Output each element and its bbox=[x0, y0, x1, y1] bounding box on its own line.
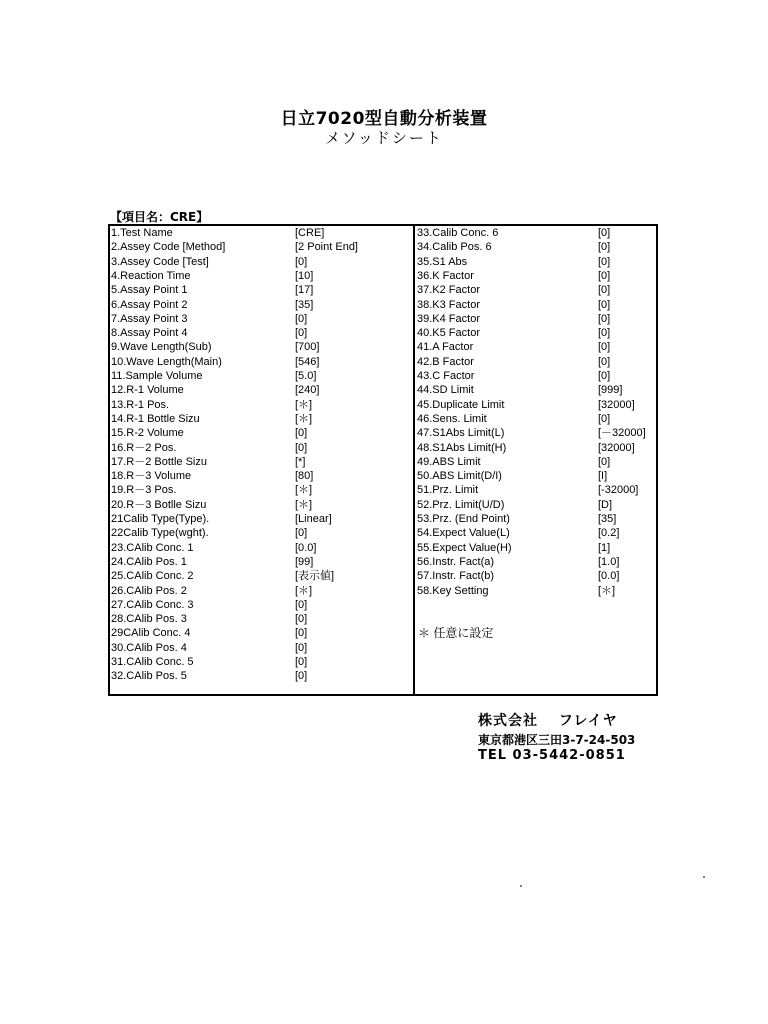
row-label: 7.Assay Point 3 bbox=[111, 312, 188, 325]
row-label: 8.Assay Point 4 bbox=[111, 327, 188, 340]
row-value: [0] bbox=[295, 670, 308, 683]
row-label: 13.R-1 Pos. bbox=[111, 398, 170, 411]
row-label: 27.CAlib Conc. 3 bbox=[111, 598, 194, 611]
row-label: 5.Assay Point 1 bbox=[111, 284, 188, 297]
row-value: [0] bbox=[295, 441, 308, 454]
company-name: 株式会社 フレイヤ bbox=[478, 713, 618, 729]
row-label: 20.R－3 Botlle Sizu bbox=[111, 498, 207, 511]
item-name-heading: 【項目名：CRE】 bbox=[110, 210, 209, 224]
row-value: [0] bbox=[598, 355, 611, 368]
row-value: [0] bbox=[598, 312, 611, 325]
row-value: [表示値] bbox=[295, 570, 335, 583]
row-label: 1.Test Name bbox=[111, 227, 173, 239]
row-value: [0] bbox=[598, 370, 611, 382]
row-label: 9.Wave Length(Sub) bbox=[111, 341, 212, 354]
row-value: [0] bbox=[295, 613, 308, 626]
row-label: 44.SD Limit bbox=[417, 384, 474, 397]
row-label: 51.Prz. Limit bbox=[417, 484, 479, 497]
row-label: 4.Reaction Time bbox=[111, 269, 191, 282]
row-value: [0] bbox=[598, 412, 611, 425]
row-label: 34.Calib Pos. 6 bbox=[417, 241, 492, 254]
row-label: 39.K4 Factor bbox=[417, 312, 480, 325]
row-value: [700] bbox=[295, 341, 320, 354]
row-label: 30.CAlib Pos. 4 bbox=[111, 641, 187, 654]
row-value: [17] bbox=[295, 284, 314, 297]
row-label: 32.CAlib Pos. 5 bbox=[111, 670, 187, 683]
row-value: [CRE] bbox=[295, 227, 325, 239]
scan-speck bbox=[520, 885, 522, 887]
row-label: 14.R-1 Bottle Sizu bbox=[111, 412, 200, 425]
row-label: 37.K2 Factor bbox=[417, 284, 480, 297]
row-label: 33.Calib Conc. 6 bbox=[417, 227, 499, 239]
row-value: [＊] bbox=[295, 412, 313, 425]
row-label: 22Calib Type(wght). bbox=[111, 527, 209, 540]
row-label: 43.C Factor bbox=[417, 370, 475, 382]
row-value: [80] bbox=[295, 470, 314, 483]
row-value: [0] bbox=[295, 427, 308, 440]
row-label: 50.ABS Limit(D/I) bbox=[417, 470, 502, 483]
company-tel: TEL 03-5442-0851 bbox=[478, 748, 626, 763]
row-value: [Linear] bbox=[295, 513, 332, 525]
row-value: [0] bbox=[598, 269, 611, 282]
row-value: [0] bbox=[295, 527, 308, 540]
row-label: 42.B Factor bbox=[417, 355, 474, 368]
row-label: 49.ABS Limit bbox=[417, 455, 481, 468]
document-subtitle: メソッドシート bbox=[325, 129, 443, 147]
row-value: [－32000] bbox=[598, 427, 646, 440]
row-value: [0.0] bbox=[295, 541, 317, 554]
row-label: 36.K Factor bbox=[417, 269, 474, 282]
row-label: 56.Instr. Fact(a) bbox=[417, 555, 495, 568]
row-value: [＊] bbox=[295, 498, 313, 511]
row-label: 28.CAlib Pos. 3 bbox=[111, 613, 187, 626]
row-value: [240] bbox=[295, 384, 320, 397]
row-value: [0.0] bbox=[598, 570, 620, 583]
row-label: 24.CAlib Pos. 1 bbox=[111, 555, 187, 568]
row-value: [0] bbox=[295, 327, 308, 340]
row-label: 40.K5 Factor bbox=[417, 327, 480, 340]
row-label: 11.Sample Volume bbox=[111, 370, 203, 382]
row-label: 12.R-1 Volume bbox=[111, 384, 184, 397]
row-label: 2.Assey Code [Method] bbox=[111, 241, 226, 254]
column-divider bbox=[413, 224, 415, 696]
row-label: 3.Assey Code [Test] bbox=[111, 255, 209, 268]
row-value: [99] bbox=[295, 555, 314, 568]
row-value: [0] bbox=[295, 641, 308, 654]
row-label: 41.A Factor bbox=[417, 341, 474, 354]
row-value: [5.0] bbox=[295, 370, 317, 382]
row-label: 23.CAlib Conc. 1 bbox=[111, 541, 194, 554]
row-value: [＊] bbox=[295, 398, 313, 411]
row-label: 17.R－2 Bottle Sizu bbox=[111, 455, 207, 468]
row-value: [0] bbox=[295, 656, 308, 668]
row-label: 53.Prz. (End Point) bbox=[417, 513, 510, 525]
row-value: [10] bbox=[295, 269, 314, 282]
document-title: 日立7020型自動分析装置 bbox=[280, 109, 488, 129]
row-label: 29CAlib Conc. 4 bbox=[111, 627, 191, 640]
row-value: [＊] bbox=[295, 484, 313, 497]
row-label: 55.Expect Value(H) bbox=[417, 541, 512, 554]
row-label: 38.K3 Factor bbox=[417, 298, 480, 311]
row-value: [0] bbox=[598, 341, 611, 354]
row-label: 26.CAlib Pos. 2 bbox=[111, 584, 187, 597]
row-label: 35.S1 Abs bbox=[417, 255, 468, 268]
row-value: [-32000] bbox=[598, 484, 639, 497]
row-value: [32000] bbox=[598, 441, 635, 454]
row-label: 47.S1Abs Limit(L) bbox=[417, 427, 505, 440]
row-value: [999] bbox=[598, 384, 623, 397]
row-value: [32000] bbox=[598, 398, 635, 411]
row-label: 58.Key Setting bbox=[417, 584, 489, 597]
row-value: [D] bbox=[598, 498, 613, 511]
row-label: 18.R－3 Volume bbox=[111, 470, 192, 483]
row-value: [0] bbox=[598, 255, 611, 268]
row-label: 21Calib Type(Type). bbox=[111, 513, 210, 525]
row-value: [0] bbox=[598, 327, 611, 340]
row-value: [0] bbox=[598, 227, 611, 239]
row-label: 10.Wave Length(Main) bbox=[111, 355, 222, 368]
row-label: 54.Expect Value(L) bbox=[417, 527, 510, 540]
row-value: [35] bbox=[295, 298, 314, 311]
row-value: [＊] bbox=[295, 584, 313, 597]
row-value: [0] bbox=[598, 284, 611, 297]
row-label: 52.Prz. Limit(U/D) bbox=[417, 498, 505, 511]
row-label: 16.R－2 Pos. bbox=[111, 441, 177, 454]
row-value: [0] bbox=[295, 312, 308, 325]
row-label: 31.CAlib Conc. 5 bbox=[111, 656, 194, 668]
row-label: 19.R－3 Pos. bbox=[111, 484, 177, 497]
row-label: 48.S1Abs Limit(H) bbox=[417, 441, 507, 454]
row-value: [2 Point End] bbox=[295, 241, 358, 254]
row-value: [0] bbox=[295, 255, 308, 268]
row-value: [0] bbox=[598, 241, 611, 254]
row-label: 15.R-2 Volume bbox=[111, 427, 184, 440]
row-value: [*] bbox=[295, 455, 306, 468]
note-text: ＊ 任意に設定 bbox=[418, 626, 494, 640]
company-address: 東京都港区三田3-7-24-503 bbox=[478, 733, 636, 747]
row-value: [I] bbox=[598, 470, 608, 483]
row-label: 6.Assay Point 2 bbox=[111, 298, 188, 311]
row-value: [0] bbox=[295, 627, 308, 640]
row-label: 57.Instr. Fact(b) bbox=[417, 570, 495, 583]
row-value: [0] bbox=[295, 598, 308, 611]
row-value: [0.2] bbox=[598, 527, 620, 540]
row-value: [546] bbox=[295, 355, 320, 368]
row-value: [35] bbox=[598, 513, 617, 525]
row-label: 46.Sens. Limit bbox=[417, 412, 487, 425]
row-label: 25.CAlib Conc. 2 bbox=[111, 570, 194, 583]
row-value: [0] bbox=[598, 298, 611, 311]
row-label: 45.Duplicate Limit bbox=[417, 398, 505, 411]
row-value: [＊] bbox=[598, 584, 616, 597]
row-value: [1.0] bbox=[598, 555, 620, 568]
scan-speck bbox=[703, 876, 705, 878]
row-value: [0] bbox=[598, 455, 611, 468]
row-value: [1] bbox=[598, 541, 611, 554]
